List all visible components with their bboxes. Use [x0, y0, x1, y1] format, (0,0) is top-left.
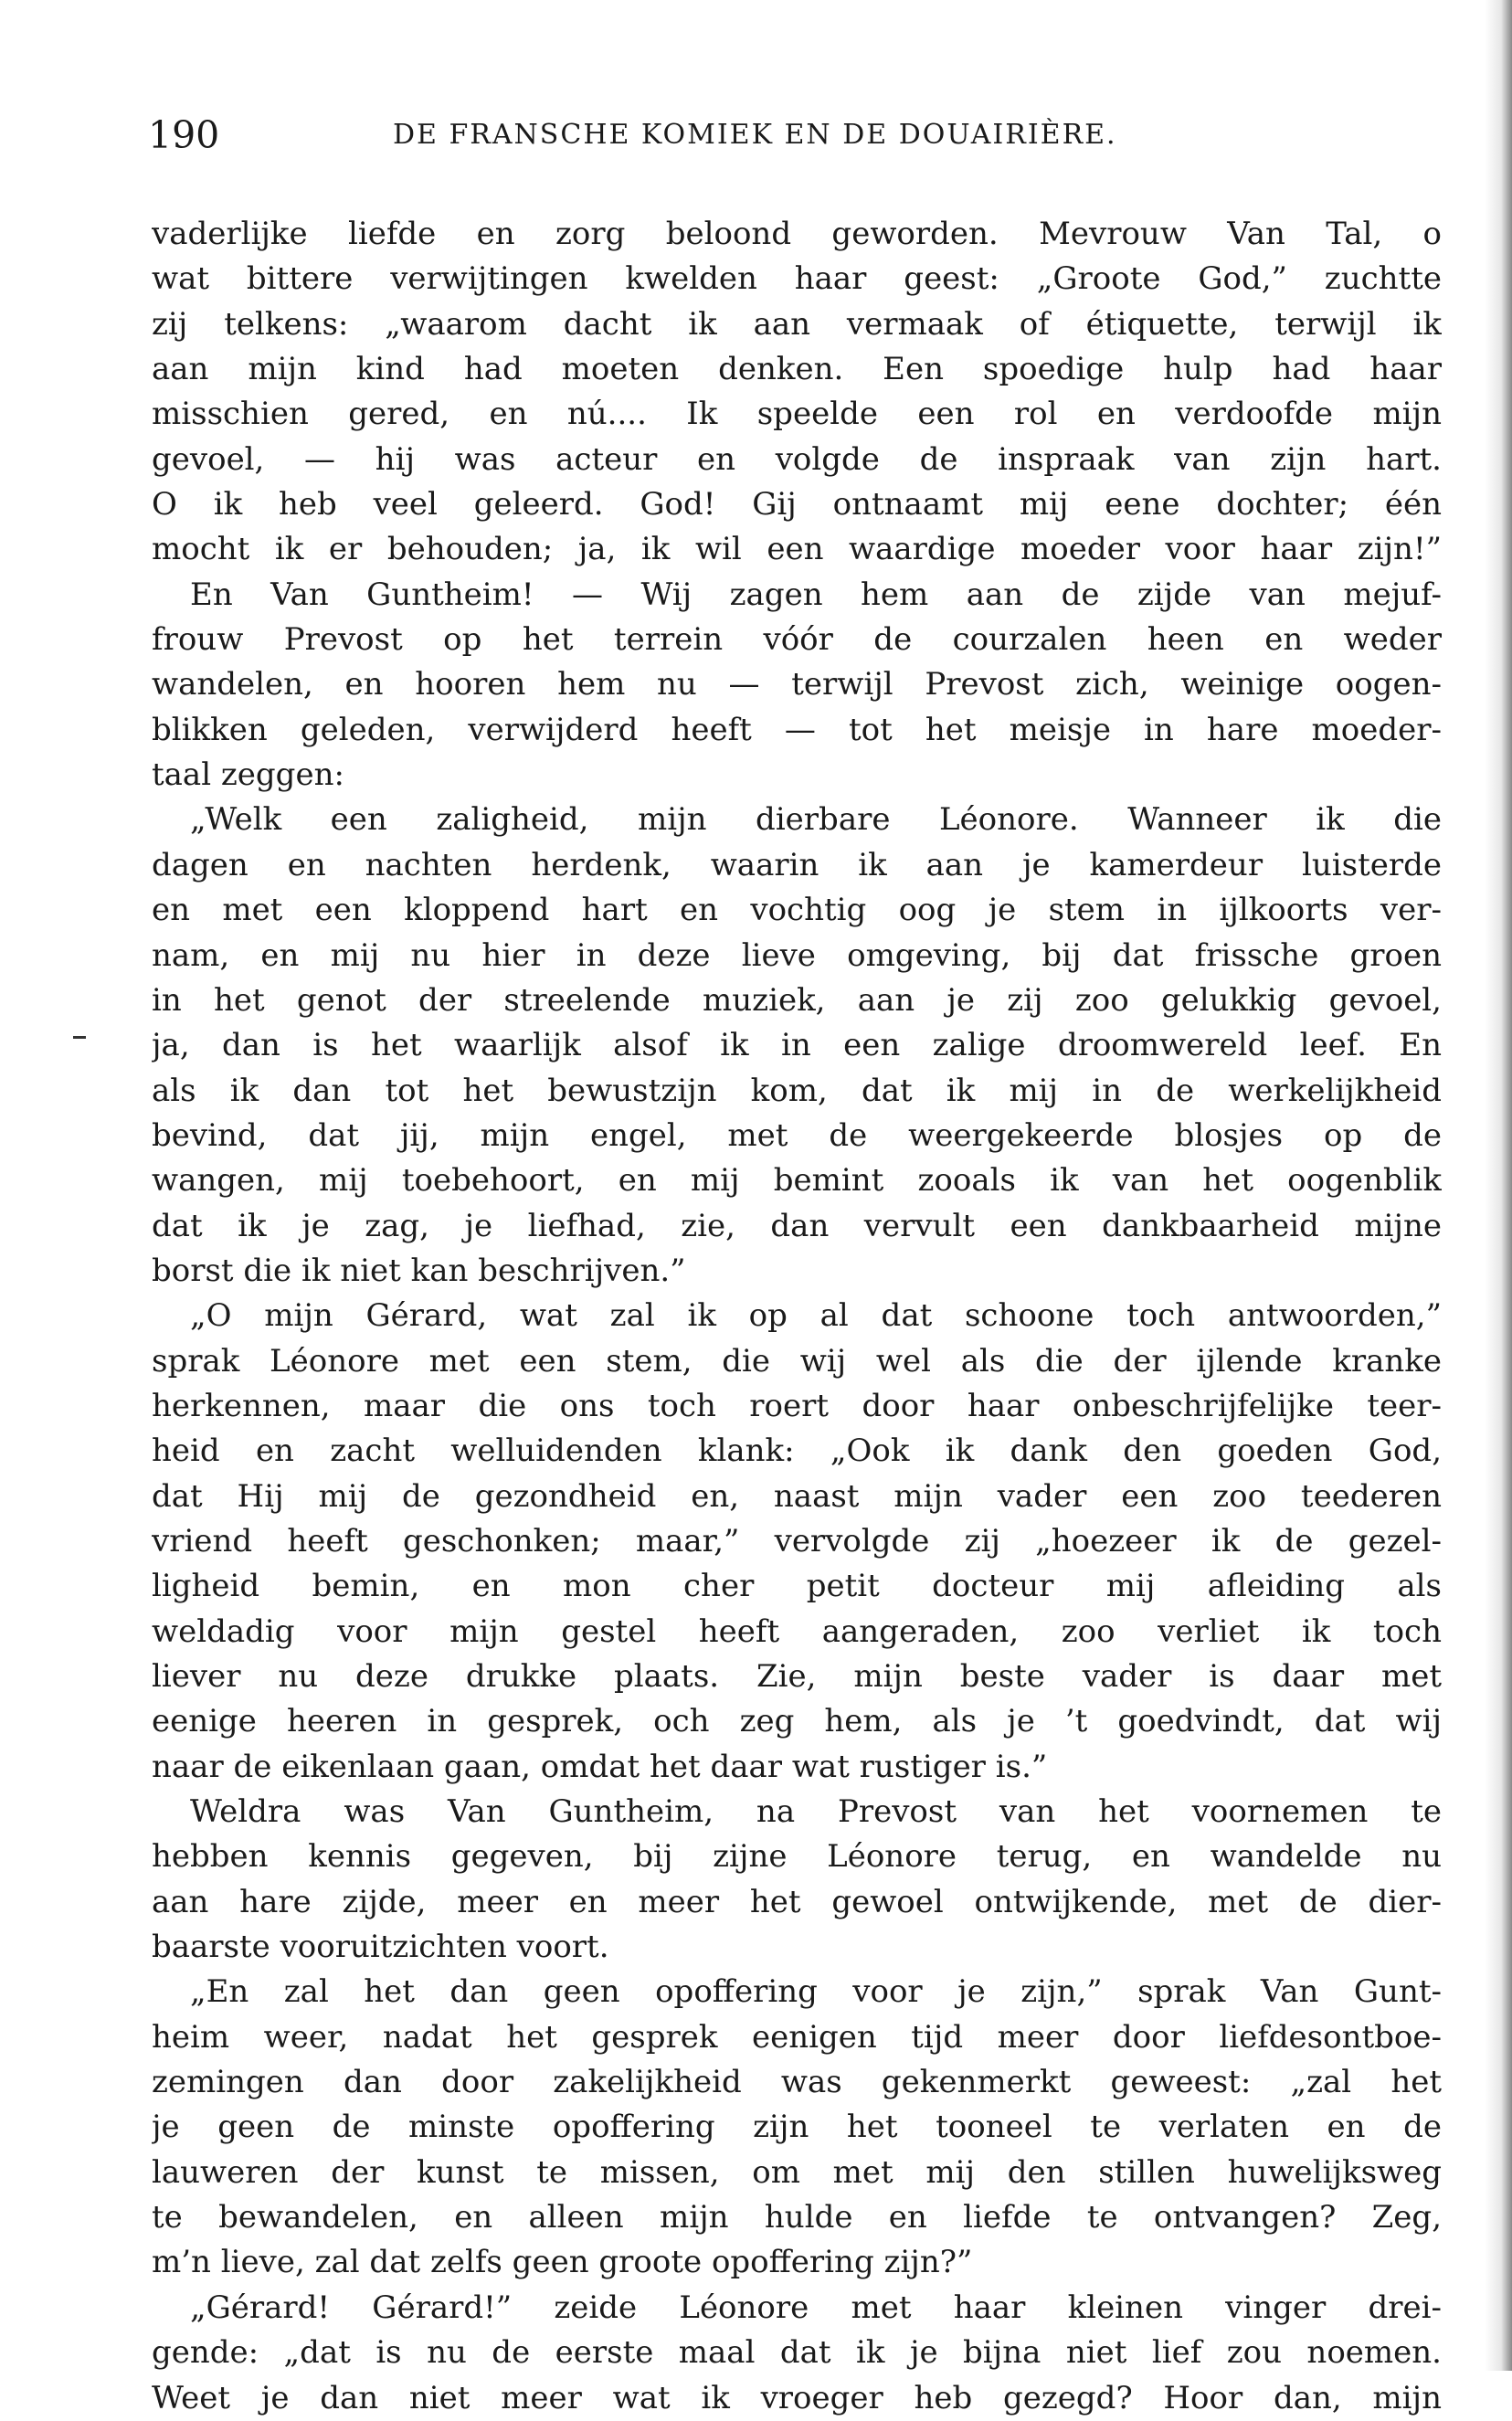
text-line: ligheid bemin, en mon cher petit docteur mij afleiding als: [152, 1568, 1442, 1605]
text-line: Weldra was Van Guntheim, na Prevost van het voornemen te: [190, 1793, 1442, 1831]
text-line: Weet je dan niet meer wat ik vroeger heb gezegd? Hoor dan, mijn: [152, 2379, 1442, 2416]
text-line: gende: „dat is nu de eerste maal dat ik je bijna niet lief zou noemen.: [152, 2334, 1442, 2372]
text-line: weldadig voor mijn gestel heeft aangeraden, zoo verliet ik toch: [152, 1612, 1442, 1650]
text-line: lauweren der kunst te missen, om met mij den stillen huwelijksweg: [152, 2153, 1442, 2191]
text-line: en met een kloppend hart en vochtig oog je stem in ijlkoorts ver-: [152, 892, 1442, 929]
text-line: als ik dan tot het bewustzijn kom, dat ik mij in de werkelijkheid: [152, 1072, 1442, 1109]
text-line: heid en zacht welluidenden klank: „Ook ik dank den goeden God,: [152, 1433, 1442, 1470]
text-line: mocht ik er behouden; ja, ik wil een waardige moeder voor haar zijn!”: [152, 531, 1442, 568]
page-number: 190: [148, 113, 220, 157]
text-line: heim weer, nadat het gesprek eenigen tijd meer door liefdesontboe-: [152, 2018, 1442, 2056]
text-line: ja, dan is het waarlijk alsof ik in een zalige droomwereld leef. En: [152, 1027, 1442, 1064]
text-line: zemingen dan door zakelijkheid was gekenmerkt geweest: „zal het: [152, 2064, 1442, 2101]
text-line: sprak Léonore met een stem, die wij wel als die der ijlende kranke: [152, 1342, 1442, 1380]
text-line: herkennen, maar die ons toch roert door haar onbeschrijfelijke teer-: [152, 1387, 1442, 1424]
text-line: En Van Guntheim! — Wij zagen hem aan de zijde van mejuf-: [190, 576, 1442, 613]
text-line: taal zeggen:: [152, 756, 344, 794]
text-line: naar de eikenlaan gaan, omdat het daar wat rustiger is.”: [152, 1748, 1048, 1785]
text-line: misschien gered, en nú.... Ik speelde een rol en verdoofde mijn: [152, 396, 1442, 433]
body-text: [152, 212, 1442, 2421]
text-line: aan hare zijde, meer en meer het gewoel ontwijkende, met de dier-: [152, 1883, 1442, 1920]
text-line: liever nu deze drukke plaats. Zie, mijn beste vader is daar met: [152, 1658, 1442, 1695]
text-line: wandelen, en hooren hem nu — terwijl Prevost zich, weinige oogen-: [152, 666, 1442, 703]
page-edge-shadow: [1485, 0, 1512, 2371]
running-head: DE FRANSCHE KOMIEK EN DE DOUAIRIÈRE.: [393, 119, 1117, 151]
text-line: „Gérard! Gérard!” zeide Léonore met haar kleinen vinger drei-: [190, 2289, 1442, 2326]
text-line: in het genot der streelende muziek, aan je zij zoo gelukkig gevoel,: [152, 981, 1442, 1019]
text-line: vaderlijke liefde en zorg beloond geworden. Mevrouw Van Tal, o: [152, 216, 1442, 252]
text-line: „O mijn Gérard, wat zal ik op al dat schoone toch antwoorden,”: [190, 1297, 1442, 1335]
text-line: zij telkens: „waarom dacht ik aan vermaak of étiquette, terwijl ik: [152, 305, 1442, 343]
text-line: borst die ik niet kan beschrijven.”: [152, 1252, 686, 1289]
text-line: wat bittere verwijtingen kwelden haar geest: „Groote God,” zuchtte: [152, 260, 1442, 298]
text-line: „Welk een zaligheid, mijn dierbare Léonore. Wanneer ik die: [190, 801, 1442, 839]
text-line: m’n lieve, zal dat zelfs geen groote opoffering zijn?”: [152, 2244, 973, 2281]
text-line: nam, en mij nu hier in deze lieve omgeving, bij dat frissche groen: [152, 936, 1442, 974]
text-line: frouw Prevost op het terrein vóór de courzalen heen en weder: [152, 621, 1442, 659]
text-line: wangen, mij toebehoort, en mij bemint zooals ik van het oogenblik: [152, 1162, 1442, 1200]
margin-mark: [73, 1036, 86, 1039]
text-line: gevoel, — hij was acteur en volgde de inspraak van zijn hart.: [152, 440, 1442, 478]
text-line: vriend heeft geschonken; maar,” vervolgde zij „hoezeer ik de gezel-: [152, 1522, 1442, 1559]
text-line: eenige heeren in gesprek, och zeg hem, als je ’t goedvindt, dat wij: [152, 1703, 1442, 1740]
text-line: dat ik je zag, je liefhad, zie, dan vervult een dankbaarheid mijne: [152, 1207, 1442, 1244]
page-header: [148, 108, 1445, 163]
text-line: aan mijn kind had moeten denken. Een spoedige hulp had haar: [152, 351, 1442, 388]
text-line: dagen en nachten herdenk, waarin ik aan je kamerdeur luisterde: [152, 846, 1442, 883]
text-line: hebben kennis gegeven, bij zijne Léonore terug, en wandelde nu: [152, 1838, 1442, 1876]
text-line: O ik heb veel geleerd. God! Gij ontnaamt mij eene dochter; één: [152, 486, 1442, 523]
text-line: „En zal het dan geen opoffering voor je zijn,” sprak Van Gunt-: [190, 1973, 1442, 2011]
text-line: blikken geleden, verwijderd heeft — tot het meisje in hare moeder-: [152, 711, 1442, 748]
text-line: te bewandelen, en alleen mijn hulde en liefde te ontvangen? Zeg,: [152, 2199, 1442, 2236]
text-line: bevind, dat jij, mijn engel, met de weergekeerde blosjes op de: [152, 1116, 1442, 1154]
text-line: dat Hij mij de gezondheid en, naast mijn vader een zoo teederen: [152, 1477, 1442, 1515]
text-line: baarste vooruitzichten voort.: [152, 1929, 609, 1966]
text-line: je geen de minste opoffering zijn het tooneel te verlaten en de: [152, 2109, 1442, 2146]
